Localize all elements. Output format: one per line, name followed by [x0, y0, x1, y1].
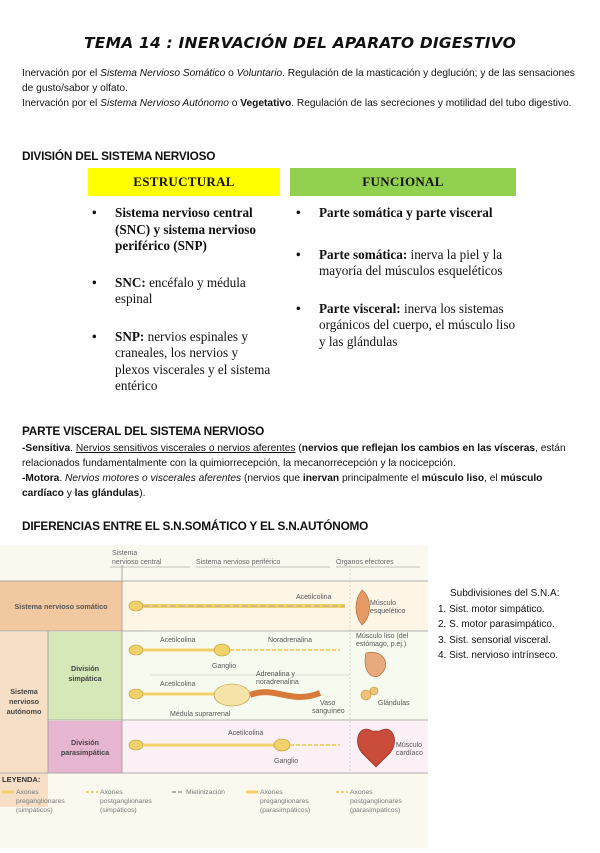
visceral-sensitiva: -Sensitiva. Nervios sensitivos viscerales o nervios aferentes (nervios que reflejan los cambios en las vísceras, están relacionados fundamentalmente con la quimiorrecepción, la mecanorrecepción y la nocicepción. — [22, 443, 566, 469]
label-acetilcolina-para: Acetilcolina — [228, 730, 264, 737]
legend-item-1-b: preganglionares — [16, 798, 65, 805]
nervous-system-diagram — [0, 545, 428, 848]
intro-section — [22, 66, 578, 111]
gland-icon — [370, 687, 378, 695]
subdivisiones-item: 2. S. motor parasimpático. — [438, 619, 555, 630]
adrenal-gland — [214, 684, 250, 706]
label-musculo-card-2: cardíaco — [396, 750, 423, 757]
label-snc-1: Sistema — [112, 550, 138, 557]
gland-icon — [361, 690, 371, 700]
row-label-simpatica-2: simpática — [68, 674, 102, 683]
row-label-simpatica-1: División — [71, 664, 99, 673]
subdivisiones-list — [438, 586, 560, 664]
label-snp: Sistema nervioso periférico — [196, 559, 281, 566]
subdivisiones-item: 4. Sist. nervioso intrínseco. — [438, 650, 559, 661]
label-acetilcolina-somatico: Acetilcolina — [296, 594, 332, 601]
legend-item-2-c: (simpáticos) — [100, 807, 137, 814]
estructural-item: • SNP: nervios espinales y craneales, los nervios y plexos viscerales y el sistema entérico — [92, 328, 271, 393]
label-organos: Órganos efectores — [336, 559, 394, 566]
subdivisiones-item: 3. Sist. sensorial visceral. — [438, 634, 551, 646]
funcional-header: FUNCIONAL — [290, 168, 516, 196]
legend-item-1-c: (simpáticos) — [16, 807, 53, 814]
funcional-list — [294, 205, 519, 350]
row-label-parasimpatica-1: División — [71, 738, 99, 747]
legend-item-4-b: preganglionares — [260, 798, 309, 805]
visceral-motora: -Motora. Nervios motores o viscerales aferentes (nervios que inervan principalmente el músculo liso, el músculo cardíaco y las glándulas). — [22, 473, 543, 499]
row-label-somatico: Sistema nervioso somático — [14, 602, 108, 611]
row-label-autonomo-1: Sistema — [10, 687, 38, 696]
legend-item-2-b: postganglionares — [100, 798, 152, 805]
legend-item-5-c: (parasimpáticos) — [350, 807, 401, 814]
subdivisiones-item: 1. Sist. motor simpático. — [438, 603, 545, 615]
visceral-heading: PARTE VISCERAL DEL SISTEMA NERVIOSO — [22, 424, 265, 438]
neuron-body — [129, 740, 143, 750]
label-ganglio-2: Ganglio — [274, 758, 299, 765]
label-musculo-liso-2: estómago, p.ej.) — [356, 641, 407, 648]
estructural-item: • Sistema nervioso central (SNC) y sistema nervioso periférico (SNP) — [92, 205, 257, 253]
funcional-item: • Parte somática y parte visceral — [296, 205, 493, 220]
ganglion — [274, 739, 290, 751]
label-musculo-esq-2: esquelético — [370, 608, 406, 615]
legend-item-1-a: Axones — [16, 789, 39, 796]
label-musculo-esq-1: Músculo — [370, 600, 397, 607]
estructural-item: • SNC: encéfalo y médula espinal — [92, 274, 246, 306]
neuron-body — [129, 645, 143, 655]
ganglion — [214, 644, 230, 656]
estructural-header: ESTRUCTURAL — [88, 168, 280, 196]
funcional-item: • Parte somática: inerva la piel y la mayoría del músculos esqueléticos — [296, 246, 503, 278]
label-acetilcolina-simp: Acetilcolina — [160, 637, 196, 644]
diferencias-heading: DIFERENCIAS ENTRE EL S.N.SOMÁTICO Y EL S.N.AUTÓNOMO — [22, 519, 369, 533]
label-ganglio-1: Ganglio — [212, 663, 237, 670]
label-musculo-liso-1: Músculo liso (del — [356, 633, 409, 640]
funcional-item: • Parte visceral: inerva los sistemas orgánicos del cuerpo, el músculo liso y las glándulas — [296, 300, 516, 349]
legend-item-5-b: postganglionares — [350, 798, 402, 805]
legend-item-4-c: (parasimpáticos) — [260, 807, 311, 814]
label-glandulas: Glándulas — [378, 700, 410, 707]
label-snc-2: nervioso central — [112, 559, 162, 566]
row-bg-parasimpatica — [48, 721, 122, 773]
label-adrenalina-2: noradrenalina — [256, 679, 299, 686]
division-heading: DIVISIÓN DEL SISTEMA NERVIOSO — [22, 149, 216, 163]
visceral-section — [22, 441, 578, 501]
estructural-list — [90, 205, 275, 395]
intro-autonomo: Inervación por el Sistema Nervioso Autónomo o Vegetativo. Regulación de las secreciones y motilidad del tubo digestivo. — [22, 98, 572, 109]
label-musculo-card-1: Músculo — [396, 742, 423, 749]
legend-title: LEYENDA: — [2, 775, 41, 784]
label-adrenalina-1: Adrenalina y — [256, 671, 295, 678]
row-label-parasimpatica-2: parasimpática — [60, 748, 110, 757]
label-noradrenalina: Noradrenalina — [268, 637, 312, 644]
subdivisiones-title: Subdivisiones del S.N.A: — [450, 588, 560, 599]
label-medula: Médula suprarrenal — [170, 711, 231, 718]
label-vaso-2: sanguíneo — [312, 708, 345, 715]
intro-somatico: Inervación por el Sistema Nervioso Somático o Voluntario. Regulación de la masticación y deglución; y de las sensaciones de gusto/sabor y olfato. — [22, 68, 575, 94]
label-vaso-1: Vaso — [320, 700, 336, 707]
legend-item-2-a: Axones — [100, 789, 123, 796]
neuron-body — [129, 689, 143, 699]
diagram-svg — [0, 545, 428, 848]
row-label-autonomo-2: nervioso — [9, 697, 39, 706]
label-acetilcolina-adrenal: Acetilcolina — [160, 681, 196, 688]
neuron-body — [129, 601, 143, 611]
legend-item-3: Mielinización — [186, 789, 225, 796]
row-label-autonomo-3: autónomo — [6, 707, 42, 716]
legend-item-4-a: Axones — [260, 789, 283, 796]
page-title: TEMA 14 : INERVACIÓN DEL APARATO DIGESTIVO — [84, 34, 516, 52]
legend-item-5-a: Axones — [350, 789, 373, 796]
